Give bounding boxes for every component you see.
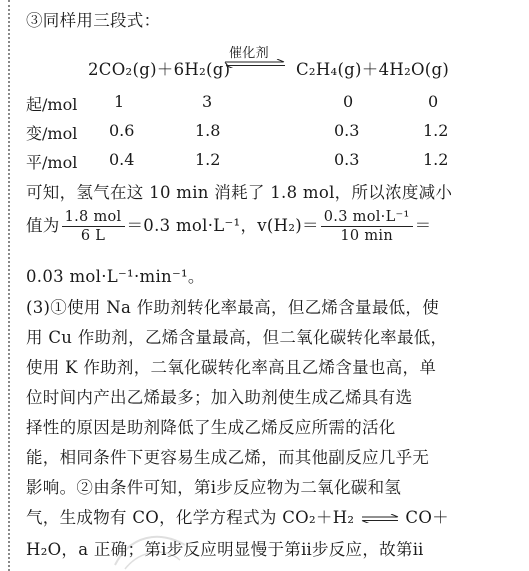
table-cell: 0 — [428, 92, 439, 111]
paragraph-line: 影响。②由条件可知，第ⅰ步反应物为二氧化碳和氢 — [26, 478, 402, 497]
calc-intro: 可知，氢气在这 10 min 消耗了 1.8 mol，所以浓度减小 — [26, 183, 453, 202]
fraction-rate — [321, 208, 413, 245]
fraction-numerator: 0.3 mol·L⁻¹ — [321, 208, 413, 227]
paragraph-line: 使用 K 作助剂，二氧化碳转化率高且乙烯含量也高，单 — [26, 358, 437, 377]
calc-formula — [26, 208, 431, 252]
paragraph-line: H₂O，a 正确；第ⅰ步反应明显慢于第ⅱ步反应，故第ⅱ — [26, 540, 424, 559]
table-cell: 0 — [343, 92, 354, 111]
table-cell: 0.6 — [109, 121, 135, 140]
calc-middle: ＝0.3 mol·L⁻¹，v(H₂)＝ — [126, 216, 319, 235]
table-cell: 1.8 — [195, 121, 221, 140]
table-cell: 1.2 — [423, 121, 449, 140]
fraction-numerator: 1.8 mol — [62, 208, 125, 227]
paragraph-line: 用 Cu 作助剂，乙烯含量最高，但二氧化碳转化率最低， — [26, 328, 448, 347]
paragraph-line: 择性的原因是助剂降低了生成乙烯反应所需的活化 — [26, 418, 396, 437]
equation-reactants: 2CO₂(g)＋6H₂(g) — [88, 60, 231, 79]
paragraph-line: 能，相同条件下更容易生成乙烯，而其他副反应几乎无 — [26, 448, 430, 467]
reaction-equation — [88, 40, 498, 80]
fraction-concentration — [62, 208, 125, 245]
table-cell: 0.4 — [109, 150, 135, 169]
calc-equals: ＝ — [414, 216, 432, 235]
fraction-denominator: 10 min — [340, 228, 393, 244]
table-cell: 1.2 — [423, 150, 449, 169]
paragraph-line-tail: CO＋ — [405, 508, 449, 527]
paragraph-line: (3)①使用 Na 作助剂转化率最高，但乙烯含量最低，使 — [26, 298, 440, 317]
equilibrium-arrow-icon — [360, 514, 400, 523]
paragraph-line-equation — [26, 504, 449, 528]
table-cell: 1.2 — [195, 150, 221, 169]
calc-prefix: 值为 — [26, 216, 60, 235]
paragraph-line-text: 气，生成物有 CO，化学方程式为 CO₂＋H₂ — [26, 508, 355, 527]
table-cell: 0.3 — [334, 150, 360, 169]
catalyst-label: 催化剂 — [229, 46, 269, 61]
row-label: 起/mol — [26, 95, 78, 114]
watermark-stamp — [110, 525, 190, 571]
equation-products: C₂H₄(g)＋4H₂O(g) — [296, 60, 450, 79]
table-cell: 3 — [202, 92, 213, 111]
fraction-denominator: 6 L — [80, 228, 106, 244]
table-cell: 1 — [114, 92, 125, 111]
table-cell: 0.3 — [334, 121, 360, 140]
row-label: 平/mol — [26, 153, 78, 172]
equilibrium-arrow-icon — [223, 59, 287, 68]
calc-result: 0.03 mol·L⁻¹·min⁻¹。 — [26, 267, 205, 286]
section-heading: ③同样用三段式： — [26, 11, 161, 30]
row-label: 变/mol — [26, 124, 78, 143]
paragraph-line: 位时间内产出乙烯最多；加入助剂使生成乙烯具有选 — [26, 388, 413, 407]
margin-dotted-rule — [8, 0, 10, 571]
